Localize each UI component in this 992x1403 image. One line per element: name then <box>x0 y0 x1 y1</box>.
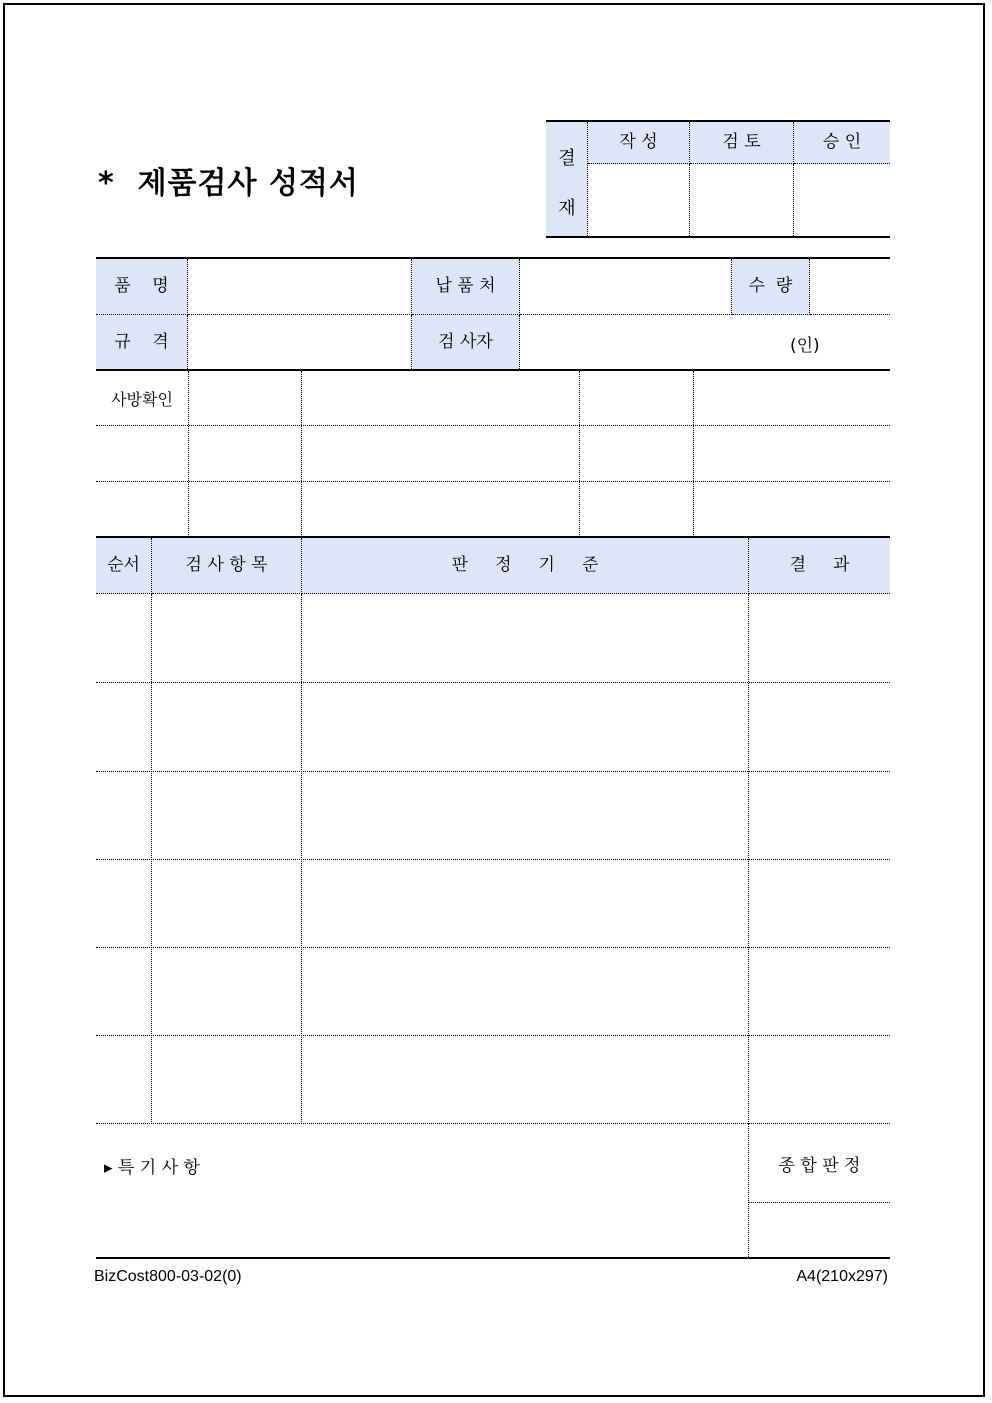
confirm-vline-1 <box>188 371 189 537</box>
table-row <box>96 859 890 860</box>
approval-col-draft-label: 작 성 <box>619 132 658 152</box>
approval-sign-draft[interactable] <box>588 164 690 236</box>
confirm-hline-2 <box>96 481 890 482</box>
quantity-label-text: 수 량 <box>748 276 793 296</box>
paper-size: A4(210x297) <box>796 1268 888 1285</box>
overall-result-field[interactable] <box>749 1203 890 1257</box>
confirm-grid <box>96 371 890 537</box>
confirm-vline-2 <box>301 371 302 537</box>
inspection-table <box>96 536 890 1124</box>
spec-label-text: 규 격 <box>114 332 169 352</box>
remarks-section <box>96 1123 890 1259</box>
spec-label <box>96 315 188 369</box>
table-row <box>96 1035 890 1036</box>
inspector-field[interactable] <box>520 315 890 369</box>
col-item-header-text: 검 사 항 목 <box>185 555 268 575</box>
table-row <box>96 771 890 772</box>
confirm-vline-4 <box>693 371 694 537</box>
approval-col-review-label: 검 토 <box>722 132 761 152</box>
approval-col-draft <box>588 122 690 164</box>
seal-text: (인) <box>790 336 820 356</box>
product-name-label <box>96 259 188 315</box>
table-row <box>96 682 890 683</box>
delivery-label <box>412 259 520 315</box>
remarks-label: ▸ 특 기 사 항 <box>104 1158 200 1178</box>
quantity-field[interactable] <box>810 259 890 315</box>
product-name-field[interactable] <box>188 259 412 315</box>
product-name-label-text: 품 명 <box>114 276 169 296</box>
quantity-label <box>732 259 810 315</box>
col-criteria-header-text: 판 정 기 준 <box>451 555 599 575</box>
col-result-header <box>749 538 890 594</box>
delivery-label-text: 납 품 처 <box>435 276 496 296</box>
spec-field[interactable] <box>188 315 412 369</box>
col-item-header <box>152 538 302 594</box>
col-no-header <box>96 538 152 594</box>
approval-col-approve <box>794 122 890 164</box>
inspector-label-text: 검 사자 <box>438 332 493 352</box>
approval-side-bottom: 재 <box>558 198 576 219</box>
delivery-field[interactable] <box>520 259 732 315</box>
col-criteria-header <box>302 538 749 594</box>
approval-col-review <box>690 122 794 164</box>
confirm-hline-1 <box>96 425 890 426</box>
approval-col-approve-label: 승 인 <box>822 132 862 152</box>
form-code: BizCost800-03-02(0) <box>94 1268 242 1285</box>
table-row <box>96 947 890 948</box>
approval-sign-review[interactable] <box>690 164 794 236</box>
approval-side-top: 결 <box>558 148 576 169</box>
confirm-vline-3 <box>579 371 580 537</box>
confirm-label: 사방확인 <box>111 390 173 409</box>
overall-label: 종 합 판 정 <box>778 1156 861 1176</box>
approval-side <box>546 122 588 236</box>
inspector-label <box>412 315 520 369</box>
info-table <box>96 257 890 371</box>
col-no-header-text: 순서 <box>107 555 140 575</box>
page-title: * 제품검사 성적서 <box>98 166 359 201</box>
col-result-header-text: 결 과 <box>789 555 850 575</box>
approval-sign-approve[interactable] <box>794 164 890 236</box>
approval-box <box>546 120 890 238</box>
